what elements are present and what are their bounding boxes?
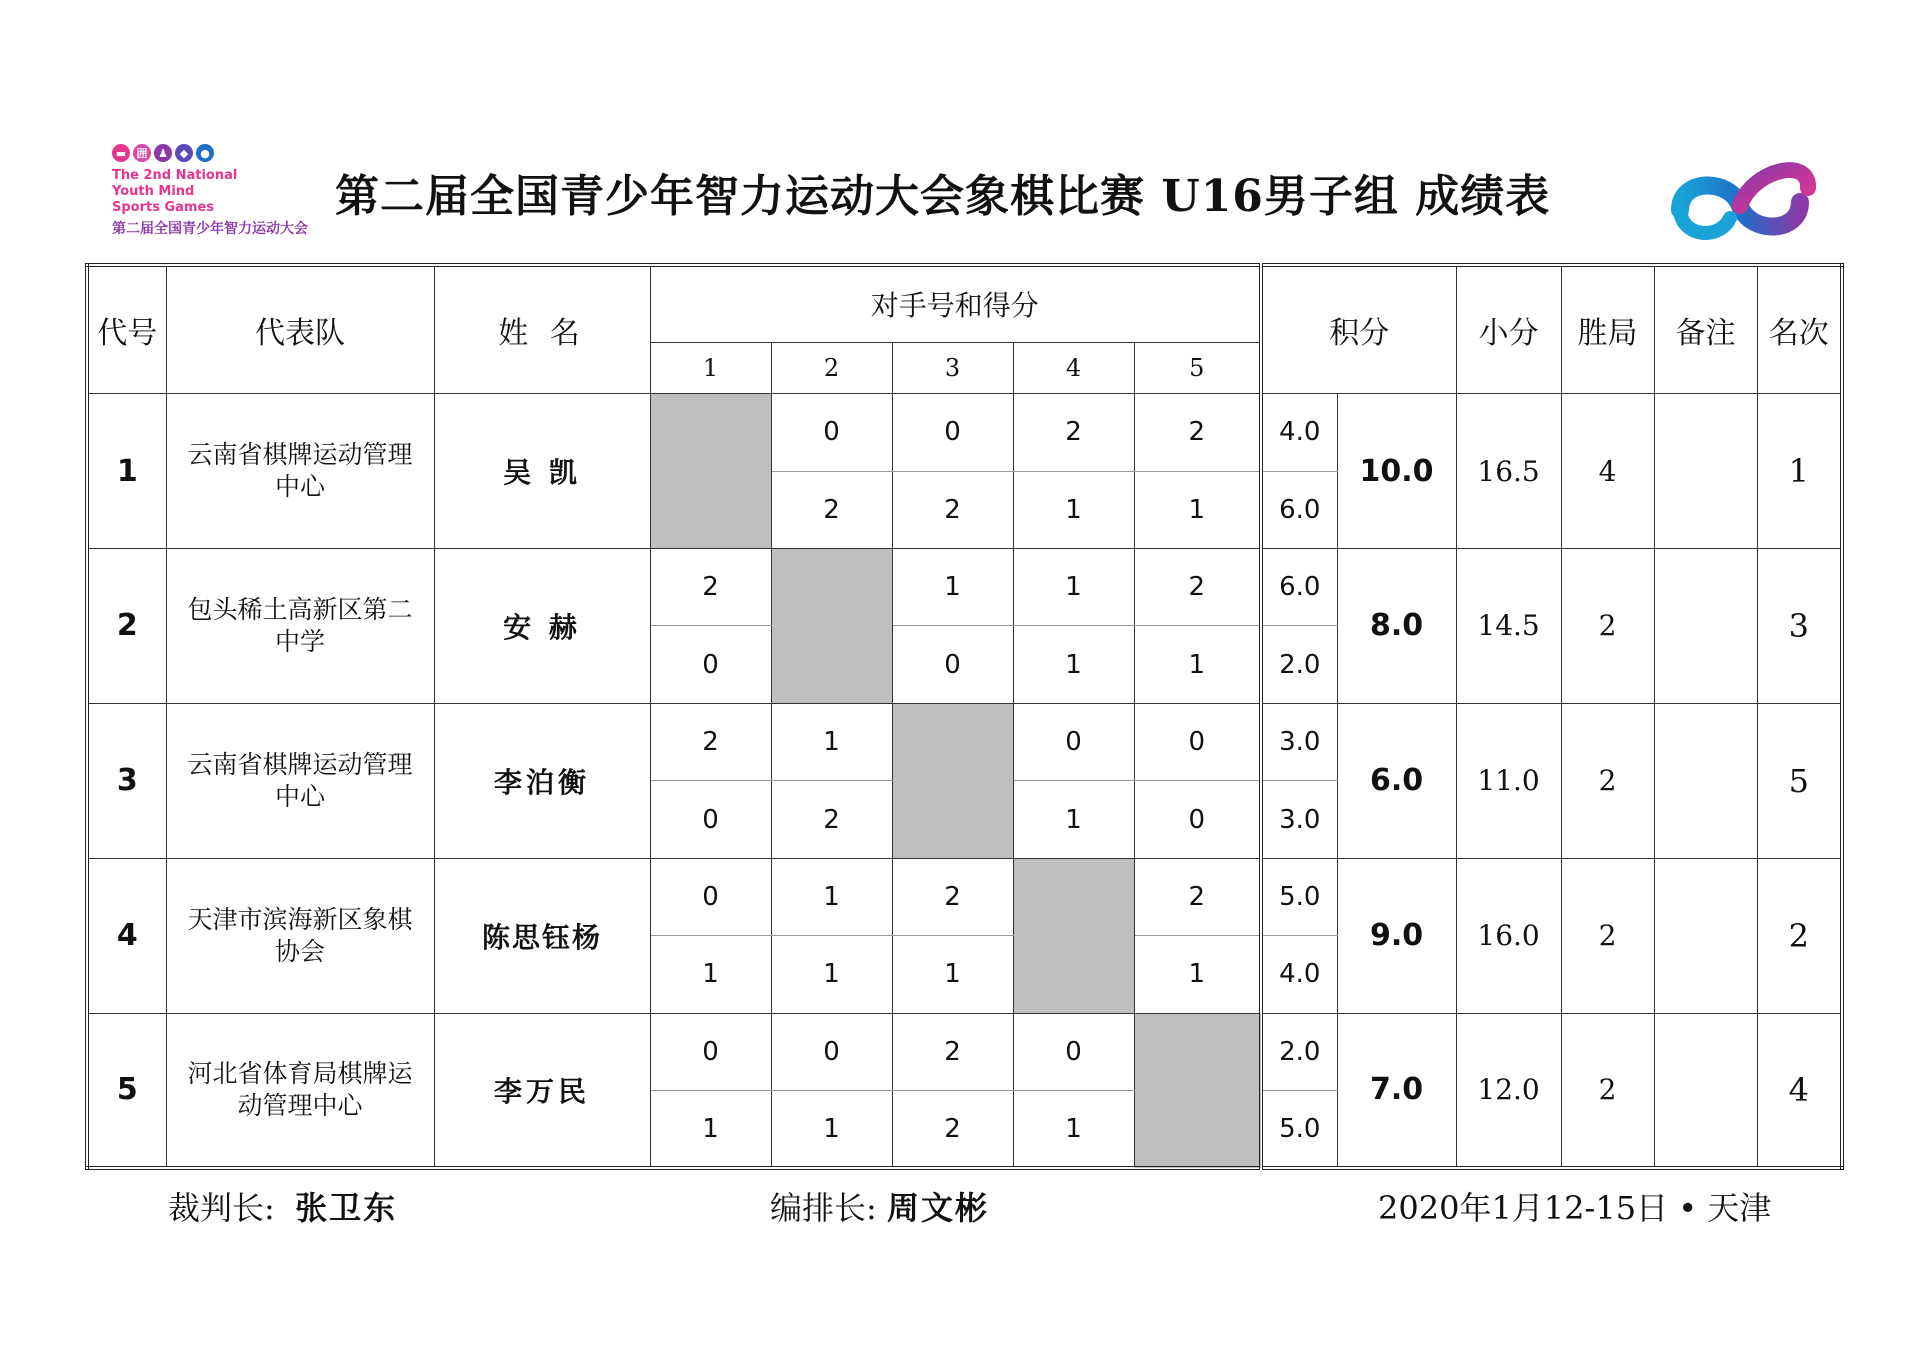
score-cell: 1 <box>1013 471 1134 548</box>
logo-dot-icon: ▬ <box>112 144 130 162</box>
logo-dot-icon: 囲 <box>133 144 151 162</box>
player-team: 包头稀土高新区第二 中学 <box>166 549 434 704</box>
player-name: 吴 凯 <box>434 394 650 549</box>
score-cell: 2 <box>1134 549 1261 626</box>
score-cell: 0 <box>1013 1013 1134 1090</box>
wins: 4 <box>1561 394 1654 549</box>
header-name: 姓 名 <box>434 265 650 394</box>
sub-score: 16.5 <box>1456 394 1561 549</box>
player-name: 陈思钰杨 <box>434 858 650 1013</box>
score-cell: 1 <box>771 858 892 935</box>
self-cell <box>1013 858 1134 1013</box>
header-code: 代号 <box>87 265 166 394</box>
score-cell: 2 <box>650 703 771 780</box>
logo-cn-text: 第二届全国青少年智力运动大会 <box>112 221 308 237</box>
table-row <box>87 549 1842 626</box>
score-cell: 0 <box>650 1013 771 1090</box>
points-bottom: 2.0 <box>1261 626 1337 703</box>
player-team: 河北省体育局棋牌运 动管理中心 <box>166 1013 434 1168</box>
score-cell: 1 <box>1013 781 1134 858</box>
rank: 4 <box>1757 1013 1842 1168</box>
player-code: 1 <box>87 394 166 549</box>
logo-dot-icon: ◆ <box>175 144 193 162</box>
sub-score: 11.0 <box>1456 703 1561 858</box>
header-remarks: 备注 <box>1654 265 1757 394</box>
self-cell <box>650 394 771 549</box>
rank: 3 <box>1757 549 1842 704</box>
infinity-logo-icon <box>1660 148 1820 258</box>
logo-dot-icon: ♟ <box>154 144 172 162</box>
wins: 2 <box>1561 858 1654 1013</box>
logo-dot-icon: ● <box>196 144 214 162</box>
score-cell: 1 <box>892 549 1013 626</box>
sub-score: 16.0 <box>1456 858 1561 1013</box>
points-bottom: 4.0 <box>1261 936 1337 1013</box>
score-cell: 1 <box>1134 471 1261 548</box>
score-cell: 2 <box>771 781 892 858</box>
opp-col-header: 4 <box>1013 342 1134 393</box>
header-sub-score: 小分 <box>1456 265 1561 394</box>
player-team: 天津市滨海新区象棋 协会 <box>166 858 434 1013</box>
sub-score: 14.5 <box>1456 549 1561 704</box>
wins: 2 <box>1561 703 1654 858</box>
remarks <box>1654 1013 1757 1168</box>
score-cell: 0 <box>771 1013 892 1090</box>
total-points: 10.0 <box>1337 394 1456 549</box>
header-rank: 名次 <box>1757 265 1842 394</box>
remarks <box>1654 549 1757 704</box>
player-team: 云南省棋牌运动管理 中心 <box>166 394 434 549</box>
opp-col-header: 1 <box>650 342 771 393</box>
wins: 2 <box>1561 549 1654 704</box>
rank: 1 <box>1757 394 1842 549</box>
score-cell: 2 <box>892 471 1013 548</box>
page-title: 第二届全国青少年智力运动大会象棋比赛 U16男子组 成绩表 <box>335 171 1551 222</box>
total-points: 6.0 <box>1337 703 1456 858</box>
score-cell: 0 <box>892 626 1013 703</box>
opp-col-header: 2 <box>771 342 892 393</box>
points-bottom: 6.0 <box>1261 471 1337 548</box>
self-cell <box>1134 1013 1261 1168</box>
score-cell: 0 <box>1013 703 1134 780</box>
remarks <box>1654 703 1757 858</box>
score-cell: 0 <box>771 394 892 471</box>
score-cell: 1 <box>1013 549 1134 626</box>
opp-col-header: 5 <box>1134 342 1261 393</box>
score-cell: 1 <box>1134 936 1261 1013</box>
remarks <box>1654 858 1757 1013</box>
score-cell: 1 <box>771 1091 892 1169</box>
table-row <box>87 703 1842 780</box>
score-cell: 0 <box>892 394 1013 471</box>
player-code: 3 <box>87 703 166 858</box>
score-cell: 1 <box>1134 626 1261 703</box>
table-row <box>87 858 1842 935</box>
points-top: 5.0 <box>1261 858 1337 935</box>
score-cell: 0 <box>650 858 771 935</box>
score-cell: 1 <box>1013 626 1134 703</box>
score-cell: 1 <box>771 936 892 1013</box>
score-cell: 1 <box>892 936 1013 1013</box>
total-points: 7.0 <box>1337 1013 1456 1168</box>
points-top: 4.0 <box>1261 394 1337 471</box>
total-points: 8.0 <box>1337 549 1456 704</box>
points-top: 2.0 <box>1261 1013 1337 1090</box>
results-table <box>85 263 1844 1170</box>
score-cell: 1 <box>771 703 892 780</box>
header-wins: 胜局 <box>1561 265 1654 394</box>
player-name: 安 赫 <box>434 549 650 704</box>
player-code: 4 <box>87 858 166 1013</box>
score-cell: 1 <box>1013 1091 1134 1169</box>
total-points: 9.0 <box>1337 858 1456 1013</box>
score-cell: 2 <box>892 858 1013 935</box>
points-top: 6.0 <box>1261 549 1337 626</box>
score-cell: 0 <box>1134 781 1261 858</box>
score-cell: 2 <box>771 471 892 548</box>
score-cell: 2 <box>892 1091 1013 1169</box>
header-row <box>87 265 1842 342</box>
score-cell: 2 <box>1134 858 1261 935</box>
table-row <box>87 394 1842 471</box>
header-team: 代表队 <box>166 265 434 394</box>
rank: 5 <box>1757 703 1842 858</box>
score-cell: 0 <box>650 626 771 703</box>
date-place: 2020年1月12-15日 • 天津 <box>1378 1189 1772 1227</box>
event-logo <box>112 144 352 254</box>
logo-icons <box>112 144 352 162</box>
points-bottom: 5.0 <box>1261 1091 1337 1169</box>
chief-arranger: 编排长: 周文彬 <box>770 1189 989 1227</box>
sub-score: 12.0 <box>1456 1013 1561 1168</box>
score-cell: 1 <box>650 1091 771 1169</box>
rank: 2 <box>1757 858 1842 1013</box>
table-row <box>87 1013 1842 1090</box>
self-cell <box>771 549 892 704</box>
score-cell: 0 <box>650 781 771 858</box>
score-cell: 2 <box>650 549 771 626</box>
score-cell: 2 <box>892 1013 1013 1090</box>
player-team: 云南省棋牌运动管理 中心 <box>166 703 434 858</box>
player-name: 李泊衡 <box>434 703 650 858</box>
logo-en-text: The 2nd National Youth Mind Sports Games <box>112 168 238 215</box>
opp-col-header: 3 <box>892 342 1013 393</box>
player-code: 5 <box>87 1013 166 1168</box>
score-cell: 2 <box>1134 394 1261 471</box>
self-cell <box>892 703 1013 858</box>
score-cell: 2 <box>1013 394 1134 471</box>
chief-referee: 裁判长: 张卫东 <box>168 1189 398 1227</box>
score-cell: 0 <box>1134 703 1261 780</box>
points-top: 3.0 <box>1261 703 1337 780</box>
header-points: 积分 <box>1261 265 1456 394</box>
player-name: 李万民 <box>434 1013 650 1168</box>
points-bottom: 3.0 <box>1261 781 1337 858</box>
header-opponents: 对手号和得分 <box>650 265 1261 342</box>
score-cell: 1 <box>650 936 771 1013</box>
player-code: 2 <box>87 549 166 704</box>
wins: 2 <box>1561 1013 1654 1168</box>
remarks <box>1654 394 1757 549</box>
